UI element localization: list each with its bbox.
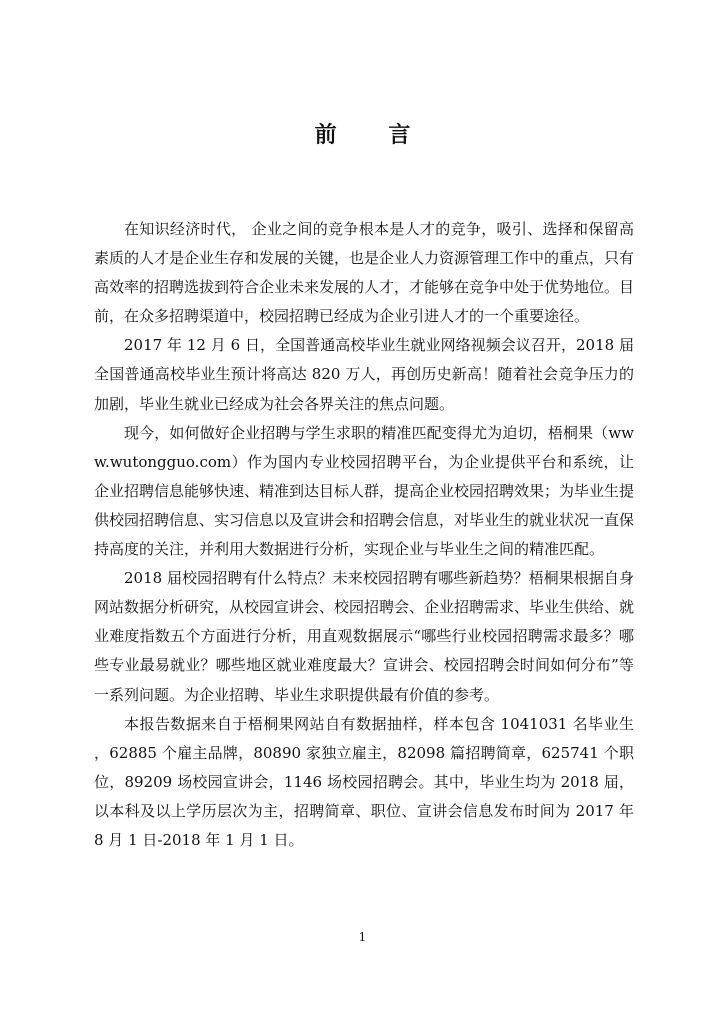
- page-title: 前 言: [314, 123, 433, 148]
- paragraph-graduates-2018: 2017 年 12 月 6 日，全国普通高校毕业生就业网络视频会议召开，2018 届全国普通高校毕业生预计将高达 820 万人，再创历史新高！随着社会竞争压力的加剧，毕业生就业已经成为社会各界关注的焦点问题。: [94, 336, 634, 413]
- paragraph-wutongguo-platform: 现今，如何做好企业招聘与学生求职的精准匹配变得尤为迫切，梧桐果（www.wutongguo.com）作为国内专业校园招聘平台，为企业提供平台和系统，让企业招聘信息能够快速、精准到达目标人群，提高企业校园招聘效果；为毕业生提供校园招聘信息、实习信息以及宣讲会和招聘会信息，对毕业生的就业状况一直保持高度的关注，并利用大数据进行分析，实现企业与毕业生之间的精准匹配。: [94, 423, 635, 559]
- body-text: [94, 215, 634, 855]
- paragraph-intro: 在知识经济时代， 企业之间的竞争根本是人才的竞争，吸引、选择和保留高素质的人才是企业生存和发展的关键，也是企业人力资源管理工作中的重点，只有高效率的招聘选拔到符合企业未来发展的人才，才能够在竞争中处于优势地位。目前，在众多招聘渠道中，校园招聘已经成为企业引进人才的一个重要途径。: [94, 220, 635, 326]
- page-number: 1: [358, 930, 367, 944]
- paragraph-recruitment-trends: 2018 届校园招聘有什么特点？未来校园招聘有哪些新趋势？梧桐果根据自身网站数据分析研究，从校园宣讲会、校园招聘会、企业招聘需求、毕业生供给、就业难度指数五个方面进行分析，用直观数据展示“哪些行业校园招聘需求最多？哪些专业最易就业？哪些地区就业难度最大？宣讲会、校园招聘会时间如何分布”等一系列问题。为企业招聘、毕业生求职提供最有价值的参考。: [94, 569, 635, 704]
- paragraph-data-source: 本报告数据来自于梧桐果网站自有数据抽样，样本包含 1041031 名毕业生，62885 个雇主品牌，80890 家独立雇主，82098 篇招聘简章，625741 个职位，89209 场校园宣讲会，1146 场校园招聘会。其中，毕业生均为 2018 届，以本科及以上学历层次为主，招聘简章、职位、宣讲会信息发布时间为 2017 年 8 月 1 日-2018 年 1 月 1 日。: [94, 714, 634, 849]
